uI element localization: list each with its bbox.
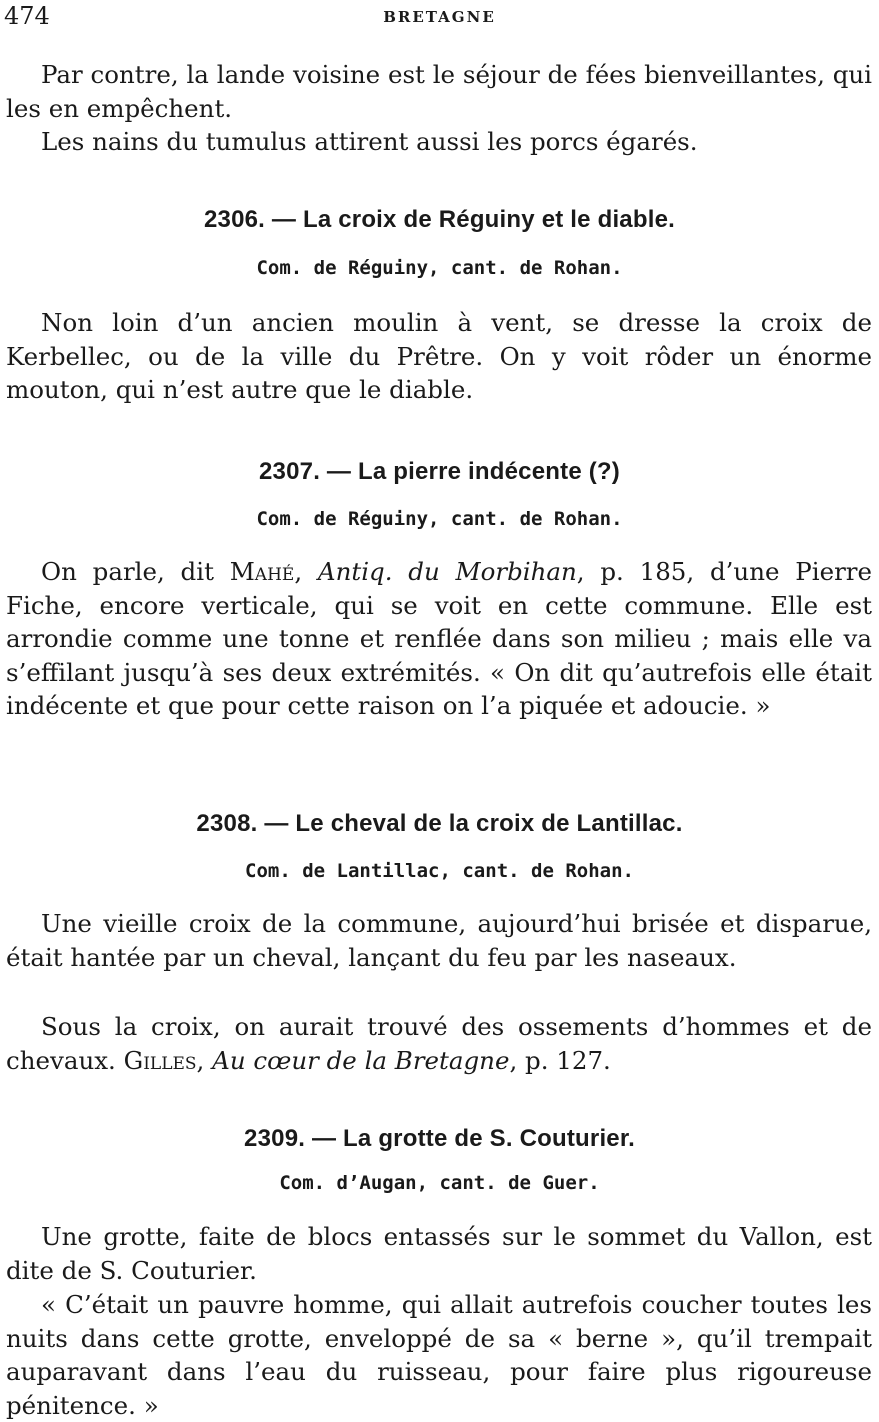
intro-paragraph-1: Par contre, la lande voisine est le séjour de fées bienveillantes, qui les en empêchent. xyxy=(6,60,872,123)
entry-2308-paragraph-1: Une vieille croix de la commune, aujourd’hui brisée et disparue, était hantée par un cheval, lançant du feu par les naseaux. xyxy=(6,909,872,972)
entry-2307-location: Com. de Réguiny, cant. de Rohan. xyxy=(256,508,623,530)
intro-paragraph-2: Les nains du tumulus attirent aussi les porcs égarés. xyxy=(41,127,698,156)
entry-2306-title: 2306. — La croix de Réguiny et le diable. xyxy=(203,206,676,233)
entry-2309-title: 2309. — La grotte de S. Couturier. xyxy=(244,1125,635,1152)
entry-2306-location: Com. de Réguiny, cant. de Rohan. xyxy=(256,257,623,279)
entry-2307-sep: , xyxy=(294,557,318,586)
running-title: BRETAGNE xyxy=(383,8,496,26)
entry-2307-author: Mahé xyxy=(229,557,295,586)
entry-2309-location: Com. d’Augan, cant. de Guer. xyxy=(279,1172,600,1194)
entry-2308-p2-after: , p. 127. xyxy=(509,1045,611,1075)
entry-2309-paragraph-2: « C’était un pauvre homme, qui allait autrefois coucher toutes les nuits dans cette grotte, enveloppé de sa « berne », qu’il trempait auparavant dans l’eau du ruisseau, pour faire plus rigoureuse pénitence. » xyxy=(6,1290,872,1420)
page-number: 474 xyxy=(4,2,50,30)
entry-2307-text-before: On parle, dit xyxy=(41,557,230,586)
entry-2308-p2-before: Sous la croix, on aurait trouvé des ossements d’hommes et de chevaux. xyxy=(6,1012,872,1075)
entry-2306-text: Non loin d’un ancien moulin à vent, se dresse la croix de Kerbellec, ou de la ville du Prêtre. On y voit rôder un énorme mouton, qui n’est autre que le diable. xyxy=(6,308,872,404)
entry-2307-text xyxy=(6,555,872,723)
entry-2308-work: Au cœur de la Bretagne xyxy=(212,1045,510,1075)
entry-2308-author: Gilles xyxy=(123,1045,197,1075)
entry-2307-title: 2307. — La pierre indécente (?) xyxy=(259,458,620,485)
entry-2308-title: 2308. — Le cheval de la croix de Lantillac. xyxy=(196,810,683,837)
entry-2307-work: Antiq. du Morbihan xyxy=(317,557,577,586)
page-header xyxy=(0,2,879,30)
entry-2308-paragraph-2 xyxy=(6,1010,872,1077)
entry-2309-paragraph-1: Une grotte, faite de blocs entassés sur le sommet du Vallon, est dite de S. Couturier. xyxy=(6,1222,872,1285)
entry-2308-location: Com. de Lantillac, cant. de Rohan. xyxy=(245,860,634,882)
entry-2307-text-after: , p. 185, d’une Pierre Fiche, encore verticale, qui se voit en cette commune. Elle est arrondie comme une tonne et renflée dans son milieu ; mais elle va s’effilant jusqu’à ses deux extrémités. « On dit qu’autrefois elle était indécente et que pour cette raison on l’a piquée et adoucie. » xyxy=(6,557,872,720)
entry-2308-sep: , xyxy=(196,1045,213,1075)
